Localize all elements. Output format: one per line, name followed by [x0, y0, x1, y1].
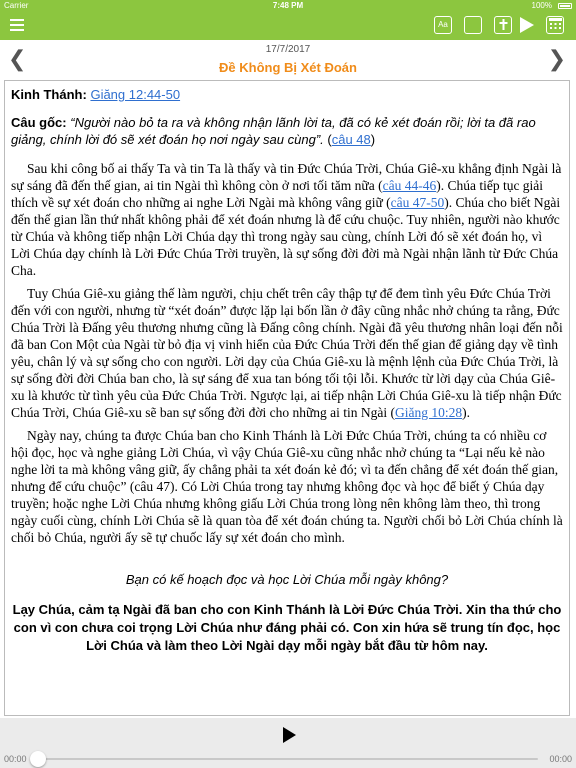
audio-player	[0, 718, 576, 768]
reflection-question: Bạn có kế hoạch đọc và học Lời Chúa mỗi ngày không?	[125, 572, 449, 587]
paragraph-1-text-b: ). Chúa tiếp tục giải thích về sự xét đoán cho những ai nghe Lời Ngài mà không vâng giữ (	[11, 178, 544, 210]
devotion-content[interactable]	[4, 80, 570, 716]
chevron-left-icon[interactable]: ❮	[8, 47, 27, 72]
battery-percentage: 100%	[531, 1, 552, 10]
date-header	[0, 40, 576, 80]
status-time: 7:48 PM	[272, 1, 304, 10]
verse-link-47-50[interactable]: câu 47-50	[390, 195, 445, 210]
scripture-label: Kinh Thánh:	[11, 87, 87, 102]
key-verse: Câu gốc: “Người nào bỏ ta ra và không nhận lãnh lời ta, đã có kẻ xét đoán rồi; lời ta đã rao giảng, chính lời đó sẽ xét đoán họ nơi ngày sau cùng”. (câu 48)	[11, 115, 536, 147]
font-size-icon[interactable]: Aa	[434, 16, 452, 34]
bible-cross-glyph	[496, 17, 511, 32]
bible-icon[interactable]	[494, 16, 512, 34]
square-icon[interactable]	[464, 16, 482, 34]
menu-icon[interactable]	[10, 19, 24, 31]
scripture-link[interactable]: Giăng 12:44-50	[90, 87, 181, 102]
paragraph-2-text-b: ).	[462, 405, 471, 420]
paragraph-2-text-a: Tuy Chúa Giê-xu giảng thế làm người, chịu chết trên cây thập tự để đem tình yêu Đức Chúa Trời đến với con người, nhưng từ “xét đoán” được lặp lại bốn lần ở đây cũng nhắc nhở chúng ta rằng, Đức Chúa Trời là Đấng yêu thương nhưng cũng là Đấng công chính. Ngài đã yêu thương nhân loại đến nỗi đã ban Con Một của Ngài từ bỏ địa vị vinh hiển của Đức Chúa Trời đến thế gian để giảng dạy về tình yêu, chân lý và sự sống cho con người. Lời dạy của Chúa Giê-xu là mệnh lệnh của Đức Chúa Trời, là sự sống đời đời Chúa ban cho, là sự sáng để xua tan bóng tối tội lỗi. Khước từ lời dạy của Chúa Giê-xu là khước từ tình yêu của Đức Chúa Trời. Ngược lại, ai tiếp nhận Lời Chúa Giê-xu là tiếp nhận Đức Chúa Trời, Chúa Giê-xu sẽ ban sự sống đời đời cho những ai tin Ngài (	[11, 286, 563, 420]
key-verse-text: “Người nào bỏ ta ra và không nhận lãnh lời ta, đã có kẻ xét đoán rồi; lời ta đã rao giảng, chính lời đó sẽ xét đoán họ nơi ngày sau cùng”.	[11, 115, 536, 147]
devotion-date: 17/7/2017	[265, 44, 311, 55]
scripture-line	[11, 87, 563, 102]
play-icon[interactable]	[520, 17, 534, 33]
key-verse-link[interactable]: câu 48	[331, 132, 371, 147]
calendar-icon[interactable]	[546, 16, 564, 34]
key-verse-label: Câu gốc:	[11, 115, 67, 130]
chevron-right-icon[interactable]: ❯	[547, 47, 566, 72]
verse-link-44-46[interactable]: câu 44-46	[382, 178, 437, 193]
paragraph-1-text-c: ). Chúa cho biết Ngài đến thế gian lần thứ nhất không phải để xét đoán nhưng là để cứu chuộc. Tuy nhiên, người nào khước từ Chúa và không tiếp nhận Lời Chúa dạy thì trong ngày sau cùng, chính Lời đó sẽ xét đoán họ, vì Lời Chúa dạy chính là Lời Đức Chúa Trời truyền, là sự sống đời đời mà Ngài nhận lãnh từ Đức Chúa Cha.	[11, 195, 561, 278]
elapsed-time: 00:00	[4, 754, 27, 764]
verse-link-giang-10-28[interactable]: Giăng 10:28	[395, 405, 463, 420]
paragraph-3: Ngày nay, chúng ta được Chúa ban cho Kinh Thánh là Lời Đức Chúa Trời, chúng ta có nhiều cơ hội đọc, học và nghe giảng Lời Chúa, vì vậy Chúa Giê-xu cũng nhắc nhở chúng ta “Lại nếu kẻ nào nghe lời ta mà không vâng giữ, ấy chẳng phải ta xét đoán kẻ đó; vì ta đến chẳng để xét đoán thế gian, nhưng để cứu chuộc” (câu 47). Có Lời Chúa trong tay nhưng không đọc và học để biết ý Chúa dạy truyền; hoặc nghe Lời Chúa nhưng không giấu Lời Chúa trong lòng nên không làm theo, thì trong ngày cuối cùng, chính Lời Chúa sẽ là quan tòa để xét đoán chúng ta. Người chối bỏ Lời Chúa chính là chối bỏ Chúa, người ấy sẽ tự chuốc lấy sự xét đoán cho mình.	[11, 428, 563, 545]
progress-track[interactable]	[38, 758, 538, 760]
battery-icon	[558, 3, 572, 9]
progress-thumb[interactable]	[30, 751, 46, 767]
paragraph-1-text-a: Sau khi công bố ai thấy Ta và tin Ta là thấy và tin Đức Chúa Trời, Chúa Giê-xu khẳng định Ngài là sự sáng đã đến thế gian, ai tin Ngài thì không còn ở nơi tối tăm nữa (	[11, 161, 562, 193]
devotion-title: Đề Không Bị Xét Đoán	[219, 60, 357, 75]
navigation-bar	[0, 12, 576, 40]
play-button[interactable]	[283, 727, 296, 743]
carrier-label: Carrier	[4, 1, 29, 10]
calendar-grid-glyph	[548, 17, 563, 32]
paragraph-1	[11, 160, 563, 279]
paragraph-2	[11, 285, 563, 421]
duration-time: 00:00	[549, 754, 572, 764]
prayer-text: Lạy Chúa, cảm tạ Ngài đã ban cho con Kinh Thánh là Lời Đức Chúa Trời. Xin tha thứ cho con vì con chưa coi trọng Lời Chúa như đáng phải có. Con xin hứa sẽ trung tín đọc, học Lời Chúa và làm theo Lời Ngài dạy mỗi ngày bắt đầu từ hôm nay.	[12, 602, 562, 653]
status-bar	[0, 0, 576, 12]
